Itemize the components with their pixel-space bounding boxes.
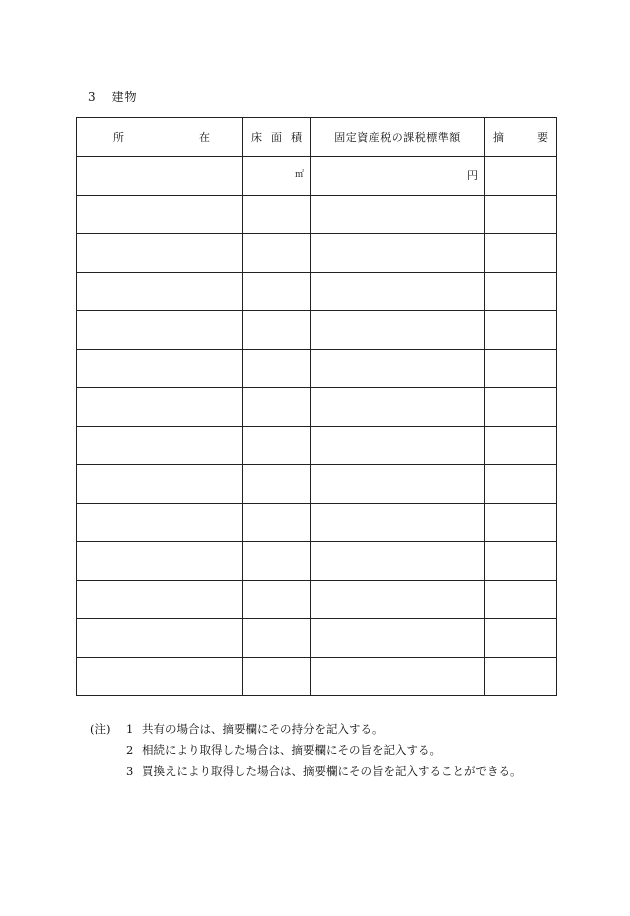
floor-area-cell[interactable]: [243, 580, 311, 619]
table-row: [77, 426, 557, 465]
table-row: [77, 503, 557, 542]
floor-area-cell[interactable]: [243, 619, 311, 658]
table-row: [77, 234, 557, 273]
location-cell[interactable]: [77, 272, 243, 311]
location-cell[interactable]: [77, 234, 243, 273]
table-row: [77, 349, 557, 388]
table-row: [77, 580, 557, 619]
floor-area-cell[interactable]: [243, 503, 311, 542]
tax-value-cell[interactable]: [311, 311, 485, 350]
floor-area-cell[interactable]: [243, 234, 311, 273]
floor-area-cell[interactable]: [243, 388, 311, 427]
location-cell[interactable]: [77, 465, 243, 504]
remarks-cell[interactable]: [485, 388, 557, 427]
tax-value-cell[interactable]: [311, 234, 485, 273]
floor-area-cell[interactable]: [243, 542, 311, 581]
remarks-cell[interactable]: [485, 426, 557, 465]
table-row: [77, 388, 557, 427]
tax-value-cell[interactable]: [311, 619, 485, 658]
table-row: [77, 311, 557, 350]
location-cell[interactable]: [77, 542, 243, 581]
tax-value-cell[interactable]: [311, 195, 485, 234]
tax-value-cell[interactable]: [311, 388, 485, 427]
yen-unit: 円: [467, 169, 478, 182]
remarks-cell[interactable]: [485, 157, 557, 196]
tax-value-cell[interactable]: [311, 465, 485, 504]
section-heading: 建物: [111, 90, 138, 104]
table-row: [77, 272, 557, 311]
floor-area-cell[interactable]: [243, 272, 311, 311]
remarks-cell[interactable]: [485, 580, 557, 619]
location-cell[interactable]: [77, 619, 243, 658]
note-text: 共有の場合は、摘要欄にその持分を記入する。: [142, 722, 384, 736]
remarks-cell[interactable]: [485, 349, 557, 388]
tax-value-cell[interactable]: [311, 426, 485, 465]
floor-area-cell[interactable]: [243, 157, 311, 196]
location-cell[interactable]: [77, 157, 243, 196]
floor-area-cell[interactable]: [243, 349, 311, 388]
floor-area-cell[interactable]: [243, 465, 311, 504]
remarks-cell[interactable]: [485, 503, 557, 542]
remarks-cell[interactable]: [485, 195, 557, 234]
note-number: 2: [126, 743, 134, 757]
location-cell[interactable]: [77, 311, 243, 350]
table-row: [77, 465, 557, 504]
header-remarks: 摘 要: [485, 118, 557, 157]
header-tax-value: 固定資産税の課税標準額: [311, 118, 485, 157]
note-text: 買換えにより取得した場合は、摘要欄にその旨を記入することができる。: [142, 764, 522, 778]
note-item: [90, 740, 522, 761]
floor-area-cell[interactable]: [243, 657, 311, 696]
remarks-cell[interactable]: [485, 311, 557, 350]
table-row: [77, 657, 557, 696]
tax-value-cell[interactable]: [311, 580, 485, 619]
table-row: [77, 157, 557, 196]
note-number: 1: [126, 722, 134, 736]
header-floor-area: 床 面 積: [243, 118, 311, 157]
note-number: 3: [126, 764, 134, 778]
floor-area-cell[interactable]: [243, 195, 311, 234]
location-cell[interactable]: [77, 349, 243, 388]
header-location: 所 在: [77, 118, 243, 157]
section-title: [88, 88, 137, 105]
building-table: [76, 117, 557, 696]
tax-value-cell[interactable]: [311, 349, 485, 388]
remarks-cell[interactable]: [485, 619, 557, 658]
note-prefix: (注): [90, 722, 111, 736]
location-cell[interactable]: [77, 657, 243, 696]
floor-area-cell[interactable]: [243, 311, 311, 350]
note-item: [90, 761, 522, 782]
table-row: [77, 542, 557, 581]
remarks-cell[interactable]: [485, 465, 557, 504]
location-cell[interactable]: [77, 195, 243, 234]
tax-value-cell[interactable]: [311, 503, 485, 542]
location-cell[interactable]: [77, 503, 243, 542]
tax-value-cell[interactable]: [311, 272, 485, 311]
note-text: 相続により取得した場合は、摘要欄にその旨を記入する。: [142, 743, 441, 757]
remarks-cell[interactable]: [485, 657, 557, 696]
tax-value-cell[interactable]: [311, 157, 485, 196]
location-cell[interactable]: [77, 426, 243, 465]
note-item: [90, 719, 522, 740]
floor-area-cell[interactable]: [243, 426, 311, 465]
location-cell[interactable]: [77, 388, 243, 427]
tax-value-cell[interactable]: [311, 657, 485, 696]
table-row: [77, 195, 557, 234]
notes: [90, 719, 522, 782]
square-meter-unit: ㎡: [294, 170, 304, 180]
location-cell[interactable]: [77, 580, 243, 619]
table-header-row: [77, 118, 557, 157]
section-number: 3: [88, 90, 97, 104]
remarks-cell[interactable]: [485, 542, 557, 581]
remarks-cell[interactable]: [485, 272, 557, 311]
remarks-cell[interactable]: [485, 234, 557, 273]
table-row: [77, 619, 557, 658]
tax-value-cell[interactable]: [311, 542, 485, 581]
